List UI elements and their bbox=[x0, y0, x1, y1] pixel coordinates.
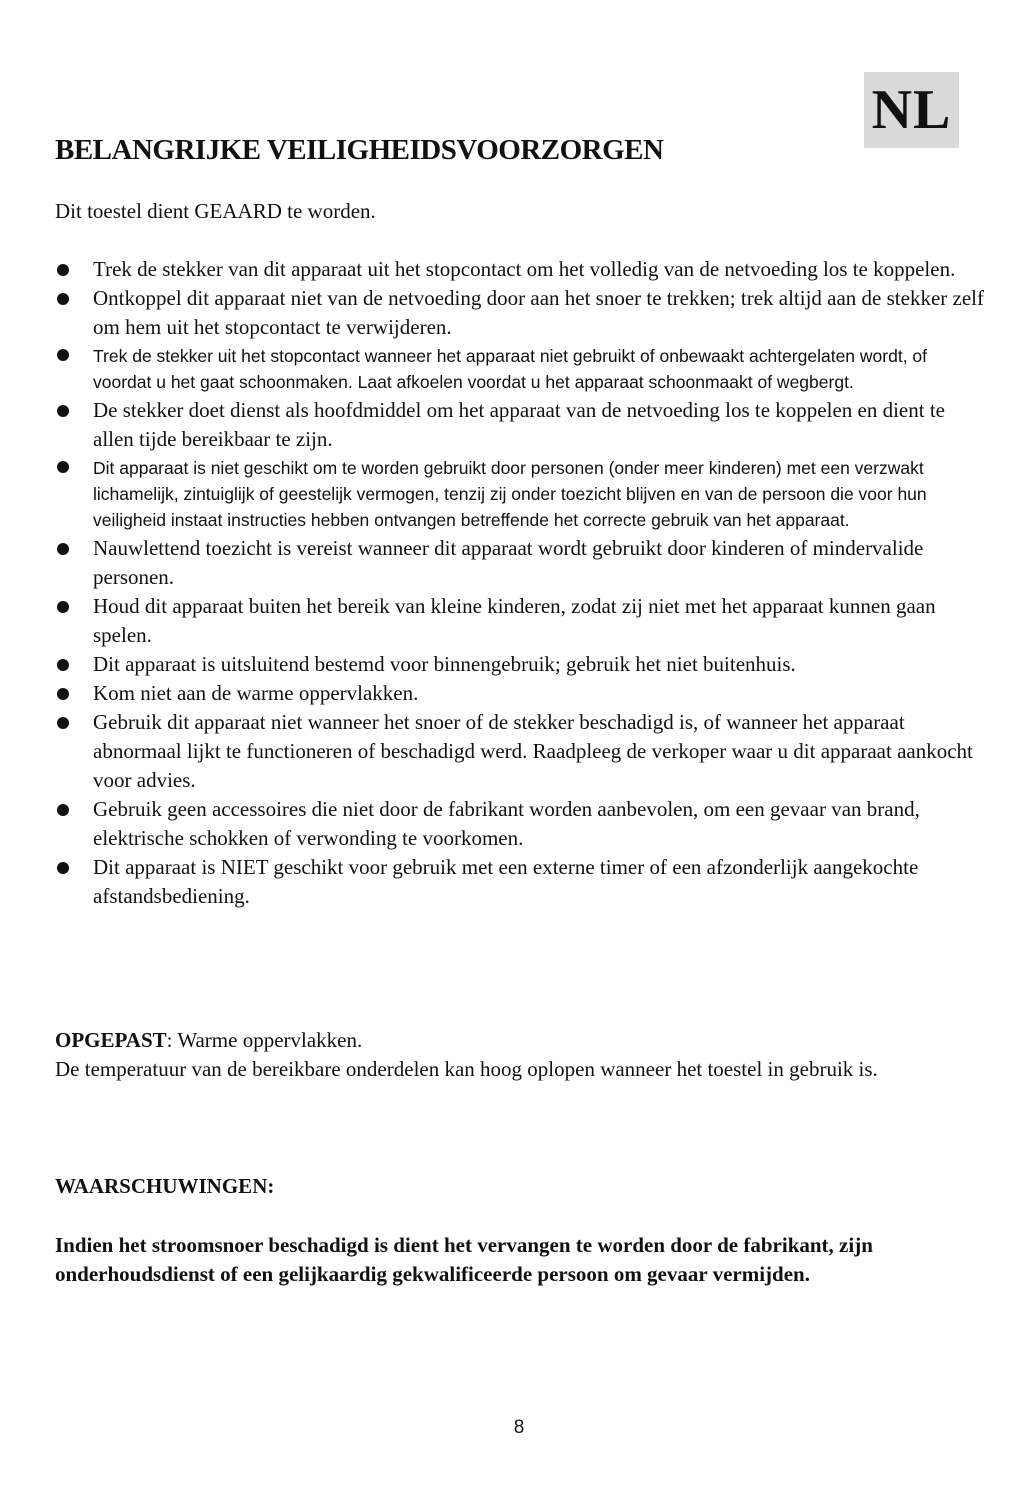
bullet-dot-icon bbox=[57, 688, 69, 700]
bullet-dot-icon bbox=[57, 349, 69, 361]
bullet-dot-icon bbox=[57, 264, 69, 276]
bullet-dot-icon bbox=[57, 405, 69, 417]
list-item bbox=[55, 679, 985, 708]
caution-label: OPGEPAST bbox=[55, 1028, 167, 1052]
bullet-dot-icon bbox=[57, 804, 69, 816]
list-item-text: Nauwlettend toezicht is vereist wanneer dit apparaat wordt gebruikt door kinderen of mindervalide personen. bbox=[93, 536, 924, 589]
list-item-text: Gebruik dit apparaat niet wanneer het snoer of de stekker beschadigd is, of wanneer het apparaat abnormaal lijkt te functioneren of beschadigd werd. Raadpleeg de verkoper waar u dit apparaat aankocht voor advies. bbox=[93, 710, 973, 792]
list-item bbox=[55, 534, 985, 592]
caution-short: : Warme oppervlakken. bbox=[166, 1028, 363, 1052]
list-item bbox=[55, 342, 985, 396]
page-number: 8 bbox=[513, 1417, 525, 1438]
bullet-dot-icon bbox=[57, 659, 69, 671]
list-item bbox=[55, 853, 985, 911]
warnings-text: Indien het stroomsnoer beschadigd is dient het vervangen te worden door de fabrikant, zijn onderhoudsdienst of een gelijkaardig gekwalificeerde persoon om gevaar vermijden. bbox=[55, 1233, 873, 1286]
list-item-text: Dit apparaat is uitsluitend bestemd voor binnengebruik; gebruik het niet buitenhuis. bbox=[93, 652, 796, 676]
list-item-text: Dit apparaat is NIET geschikt voor gebruik met een externe timer of een afzonderlijk aangekochte afstandsbediening. bbox=[93, 855, 919, 908]
warnings-heading: WAARSCHUWINGEN: bbox=[55, 1174, 275, 1198]
list-item bbox=[55, 255, 985, 284]
list-item bbox=[55, 592, 985, 650]
list-item bbox=[55, 795, 985, 853]
list-item-text: Kom niet aan de warme oppervlakken. bbox=[93, 681, 419, 705]
list-item bbox=[55, 396, 985, 454]
page-title: BELANGRIJKE VEILIGHEIDSVOORZORGEN bbox=[55, 134, 664, 166]
list-item bbox=[55, 454, 985, 534]
intro-text: Dit toestel dient GEAARD te worden. bbox=[55, 199, 376, 223]
bullet-dot-icon bbox=[57, 862, 69, 874]
bullet-dot-icon bbox=[57, 717, 69, 729]
list-item-text: Trek de stekker van dit apparaat uit het stopcontact om het volledig van de netvoeding los te koppelen. bbox=[93, 257, 956, 281]
bullet-dot-icon bbox=[57, 461, 69, 473]
list-item bbox=[55, 708, 985, 795]
caution-text: De temperatuur van de bereikbare onderdelen kan hoog oplopen wanneer het toestel in gebruik is. bbox=[55, 1057, 878, 1081]
list-item-text: Houd dit apparaat buiten het bereik van kleine kinderen, zodat zij niet met het apparaat kunnen gaan spelen. bbox=[93, 594, 936, 647]
list-item-text: Gebruik geen accessoires die niet door de fabrikant worden aanbevolen, om een gevaar van brand, elektrische schokken of verwonding te voorkomen. bbox=[93, 797, 920, 850]
list-item-text: Ontkoppel dit apparaat niet van de netvoeding door aan het snoer te trekken; trek altijd aan de stekker zelf om hem uit het stopcontact te verwijderen. bbox=[93, 286, 984, 339]
caution-line bbox=[55, 1026, 975, 1055]
safety-list bbox=[55, 255, 985, 911]
bullet-dot-icon bbox=[57, 293, 69, 305]
list-item bbox=[55, 284, 985, 342]
bullet-dot-icon bbox=[57, 601, 69, 613]
list-item-text: De stekker doet dienst als hoofdmiddel om het apparaat van de netvoeding los te koppelen en dient te allen tijde bereikbaar te zijn. bbox=[93, 398, 945, 451]
list-item-text: Dit apparaat is niet geschikt om te worden gebruikt door personen (onder meer kinderen) met een verzwakt lichamelijk, zintuiglijk of geestelijk vermogen, tenzij zij onder toezicht blijven en van de persoon die voor hun veiligheid instaat instructies hebben ontvangen betreffende het correcte gebruik van het apparaat. bbox=[93, 458, 927, 530]
language-badge: NL bbox=[864, 72, 959, 148]
list-item-text: Trek de stekker uit het stopcontact wanneer het apparaat niet gebruikt of onbewaakt achtergelaten wordt, of voordat u het gaat schoonmaken. Laat afkoelen voordat u het apparaat schoonmaakt of wegbergt. bbox=[93, 346, 928, 392]
list-item bbox=[55, 650, 985, 679]
bullet-dot-icon bbox=[57, 543, 69, 555]
caution-section bbox=[55, 1026, 975, 1084]
